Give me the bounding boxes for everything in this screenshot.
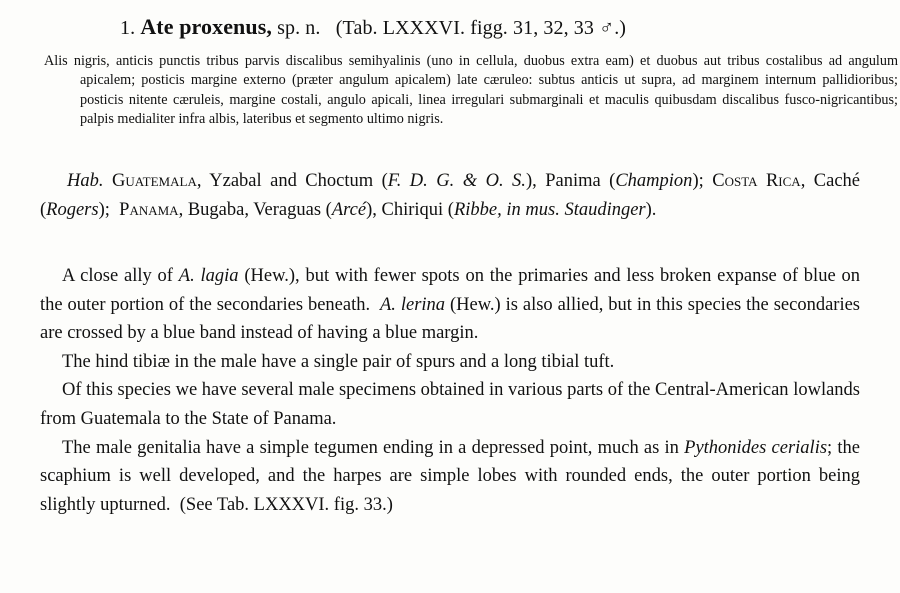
locality-text: , Bugaba, Veraguas ( — [178, 199, 332, 220]
hab-label: Hab. — [67, 171, 104, 191]
species-name: Ate proxenus, — [140, 14, 272, 39]
country-costa-rica: Costa Rica — [712, 171, 801, 191]
text-run: (Hew.) is also allied, but in this species the secondaries are crossed by a blue band instead of having a blue margin. — [40, 294, 860, 344]
country-panama: Panama — [119, 199, 179, 220]
text-run: The male genitalia have a simple tegumen ending in a depressed point, much as in — [62, 437, 685, 458]
discussion — [40, 262, 865, 519]
collector-name: Ribbe, in mus. Staudinger — [453, 199, 646, 220]
locality-text: , Caché ( — [40, 171, 861, 220]
species-number: 1. — [120, 17, 136, 39]
species-reference: sp. n. (Tab. LXXXVI. figg. 31, 32, 33 ♂.) — [272, 17, 627, 39]
paragraph-tibiae: The hind tibiæ in the male have a single pair of spurs and a long tibial tuft. — [62, 351, 615, 372]
locality-text: ), Panima ( — [525, 171, 616, 191]
locality-text: ); — [692, 171, 704, 191]
locality-text: ), Chiriqui ( — [366, 199, 454, 220]
paragraph-specimens: Of this species we have several male specimens obtained in various parts of the Central-American lowlands from Guatemala to the State of Panama. — [40, 380, 860, 429]
species-ref-pythonides: Pythonides cerialis — [684, 437, 828, 458]
habitat-paragraph — [40, 167, 860, 224]
locality-text: ). — [645, 199, 657, 220]
locality-text: , Yzabal and Choctum ( — [196, 171, 388, 191]
country-guatemala: Guatemala — [111, 171, 197, 191]
text-run: ; the scaphium is well developed, and the harpes are simple lobes with rounded ends, the outer portion being slightly upturned. (See Tab. LXXXVI. fig. 33.) — [40, 437, 865, 515]
species-ref-lagia: A. lagia — [178, 266, 239, 286]
paragraph-genitalia — [40, 434, 865, 520]
species-heading — [120, 14, 626, 40]
collector-name: Champion — [615, 171, 693, 191]
latin-description: Alis nigris, anticis punctis tribus parvis discalibus semihyalinis (uno in cellula, duobus extra eam) et duobus aut tribus costalibus ad angulum apicalem; posticis margine externo (præter angulum apicalem) late cæruleo: subtus anticis ut supra, ad marginem internum pallidioribus; posticis nitente cæruleis, margine costali, angulo apicali, linea irregulari submarginali et maculis quibusdam discalibus fusco-nigricantibus; palpis medialiter infra albis, lateribus et segmento ultimo nigris. — [44, 53, 898, 127]
text-run: (Hew.), but with fewer spots on the primaries and less broken expanse of blue on the outer portion of the secondaries beneath. — [40, 266, 865, 315]
collector-name: Arcé — [331, 199, 367, 220]
collector-name: Rogers — [46, 199, 99, 220]
collector-name: F. D. G. & O. S. — [387, 171, 526, 191]
species-ref-lerina: A. lerina — [379, 294, 446, 315]
locality-text: ); — [98, 199, 120, 220]
paragraph-affinity — [40, 262, 865, 348]
text-run: A close ally of — [62, 266, 179, 286]
